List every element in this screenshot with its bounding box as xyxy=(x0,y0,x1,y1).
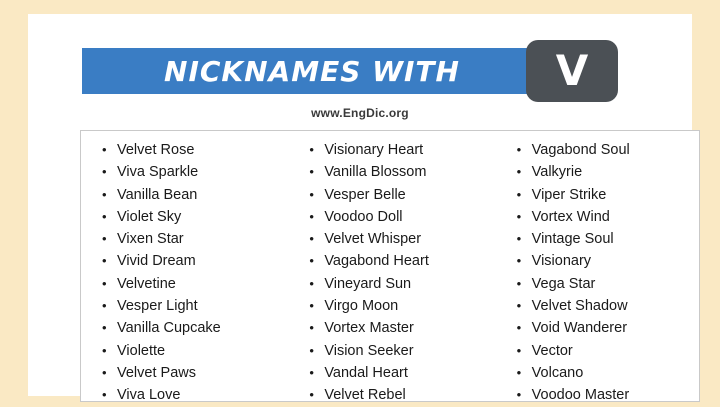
list-item: • Violette xyxy=(117,340,288,362)
list-item: • Visionary Heart xyxy=(324,139,495,161)
title-banner xyxy=(82,48,542,94)
list-item: • Vandal Heart xyxy=(324,362,495,384)
list-item: • Velvet Rose xyxy=(117,139,288,161)
list-item: • Valkyrie xyxy=(532,161,699,183)
list-item: • Vector xyxy=(532,340,699,362)
list-item: • Velvet Rebel xyxy=(324,384,495,406)
list-item: • Visionary xyxy=(532,250,699,272)
list-item: • Vagabond Heart xyxy=(324,250,495,272)
list-item: • Voodoo Master xyxy=(532,384,699,406)
list-item: • Vortex Wind xyxy=(532,206,699,228)
names-list-2 xyxy=(306,139,495,407)
list-item: • Vineyard Sun xyxy=(324,273,495,295)
names-list-3 xyxy=(514,139,699,407)
list-item: • Vision Seeker xyxy=(324,340,495,362)
list-item: • Viva Love xyxy=(117,384,288,406)
list-item: • Vega Star xyxy=(532,273,699,295)
poster-header xyxy=(82,40,638,102)
list-item: • Vanilla Cupcake xyxy=(117,317,288,339)
list-item: • Voodoo Doll xyxy=(324,206,495,228)
list-item: • Void Wanderer xyxy=(532,317,699,339)
list-item: • Viva Sparkle xyxy=(117,161,288,183)
poster-card xyxy=(28,14,692,404)
list-item: • Vanilla Bean xyxy=(117,184,288,206)
names-column-2 xyxy=(288,139,495,404)
letter-badge-text: V xyxy=(555,46,589,95)
page-title: NICKNAMES WITH xyxy=(164,54,460,88)
list-item: • Vintage Soul xyxy=(532,228,699,250)
list-item: • Viper Strike xyxy=(532,184,699,206)
list-item: • Vixen Star xyxy=(117,228,288,250)
list-item: • Vanilla Blossom xyxy=(324,161,495,183)
names-column-1 xyxy=(81,139,288,404)
list-item: • Vesper Belle xyxy=(324,184,495,206)
names-column-3 xyxy=(496,139,699,404)
list-item: • Velvet Shadow xyxy=(532,295,699,317)
names-list-frame xyxy=(80,130,700,402)
list-item: • Velvetine xyxy=(117,273,288,295)
list-item: • Vivid Dream xyxy=(117,250,288,272)
list-item: • Volcano xyxy=(532,362,699,384)
list-item: • Virgo Moon xyxy=(324,295,495,317)
list-item: • Violet Sky xyxy=(117,206,288,228)
names-list-1 xyxy=(99,139,288,407)
list-item: • Vagabond Soul xyxy=(532,139,699,161)
list-item: • Velvet Whisper xyxy=(324,228,495,250)
list-item: • Velvet Paws xyxy=(117,362,288,384)
list-item: • Vortex Master xyxy=(324,317,495,339)
list-item: • Vesper Light xyxy=(117,295,288,317)
website-credit: www.EngDic.org xyxy=(311,106,409,120)
letter-badge xyxy=(526,40,618,102)
